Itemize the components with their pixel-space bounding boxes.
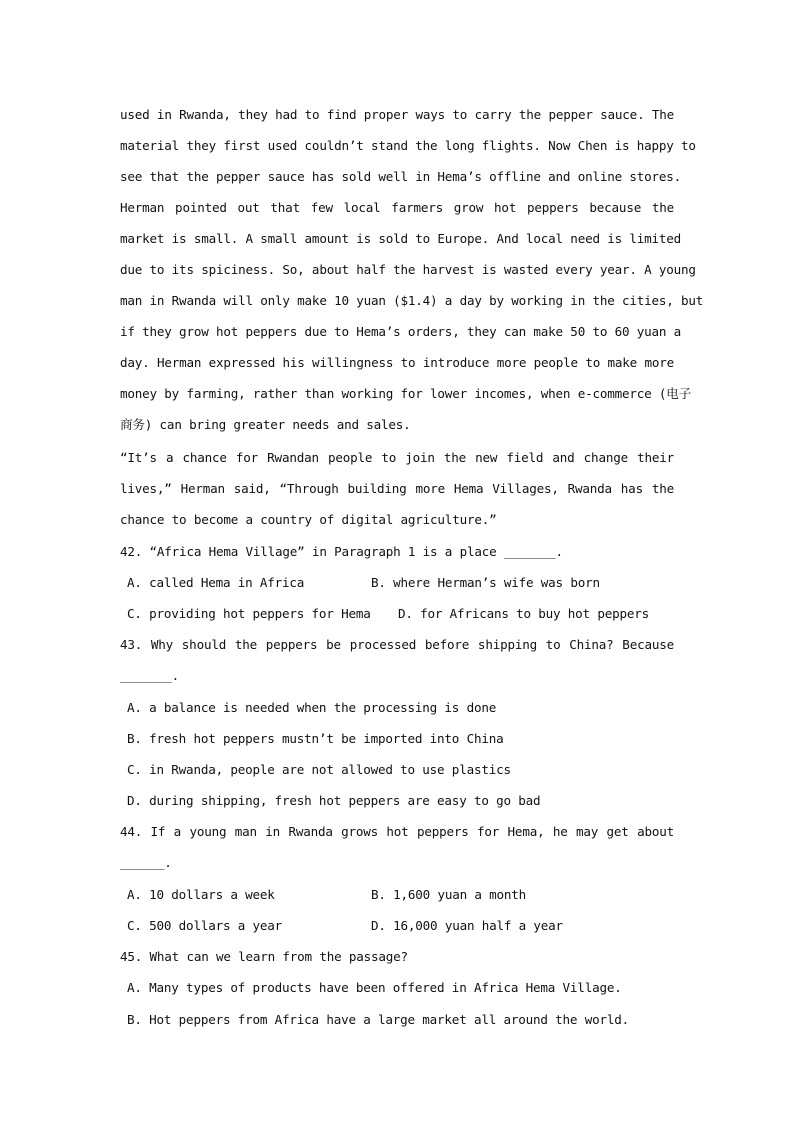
- passage-line: see that the pepper sauce has sold well in Hema’s offline and online stores.: [120, 169, 682, 184]
- passage-line: Herman pointed out that few local farmers grow hot peppers because the: [120, 200, 674, 215]
- question-44-option-a[interactable]: A. 10 dollars a week: [127, 887, 275, 902]
- question-44-blank: ______.: [120, 855, 172, 870]
- passage-line: if they grow hot peppers due to Hema’s orders, they can make 50 to 60 yuan a: [120, 324, 682, 339]
- question-44-option-c[interactable]: C. 500 dollars a year: [127, 918, 283, 933]
- question-43-option-b[interactable]: B. fresh hot peppers mustn’t be imported into China: [127, 731, 504, 746]
- passage-line: lives,” Herman said, “Through building more Hema Villages, Rwanda has the: [120, 481, 674, 496]
- passage-line: money by farming, rather than working for lower incomes, when e-commerce (电子: [120, 386, 692, 401]
- passage-line: man in Rwanda will only make 10 yuan ($1.4) a day by working in the cities, but: [120, 293, 704, 308]
- question-43-option-d[interactable]: D. during shipping, fresh hot peppers are easy to go bad: [127, 793, 541, 808]
- question-45-stem: 45. What can we learn from the passage?: [120, 949, 408, 964]
- question-42-option-c[interactable]: C. providing hot peppers for Hema: [127, 606, 371, 621]
- question-42-option-a[interactable]: A. called Hema in Africa: [127, 575, 305, 590]
- question-42-option-d[interactable]: D. for Africans to buy hot peppers: [398, 606, 649, 621]
- passage-line: due to its spiciness. So, about half the harvest is wasted every year. A young: [120, 262, 696, 277]
- question-44-stem: 44. If a young man in Rwanda grows hot peppers for Hema, he may get about: [120, 824, 674, 839]
- passage-line: “It’s a chance for Rwandan people to join the new field and change their: [120, 450, 674, 465]
- question-44-option-b[interactable]: B. 1,600 yuan a month: [371, 887, 527, 902]
- question-45-option-a[interactable]: A. Many types of products have been offered in Africa Hema Village.: [127, 980, 622, 995]
- question-42-option-b[interactable]: B. where Herman’s wife was born: [371, 575, 600, 590]
- question-43-option-a[interactable]: A. a balance is needed when the processing is done: [127, 700, 497, 715]
- passage-line: material they first used couldn’t stand the long flights. Now Chen is happy to: [120, 138, 696, 153]
- passage-line: day. Herman expressed his willingness to introduce more people to make more: [120, 355, 674, 370]
- question-42-stem: 42. “Africa Hema Village” in Paragraph 1 is a place _______.: [120, 544, 563, 559]
- question-43-stem: 43. Why should the peppers be processed before shipping to China? Because: [120, 637, 674, 652]
- passage-line: 商务) can bring greater needs and sales.: [120, 417, 411, 432]
- passage-line: used in Rwanda, they had to find proper ways to carry the pepper sauce. The: [120, 107, 674, 122]
- question-44-option-d[interactable]: D. 16,000 yuan half a year: [371, 918, 563, 933]
- question-45-option-b[interactable]: B. Hot peppers from Africa have a large market all around the world.: [127, 1012, 629, 1027]
- passage-line: chance to become a country of digital agriculture.”: [120, 512, 497, 527]
- passage-line: market is small. A small amount is sold to Europe. And local need is limited: [120, 231, 682, 246]
- question-43-option-c[interactable]: C. in Rwanda, people are not allowed to use plastics: [127, 762, 511, 777]
- question-43-blank: _______.: [120, 668, 180, 683]
